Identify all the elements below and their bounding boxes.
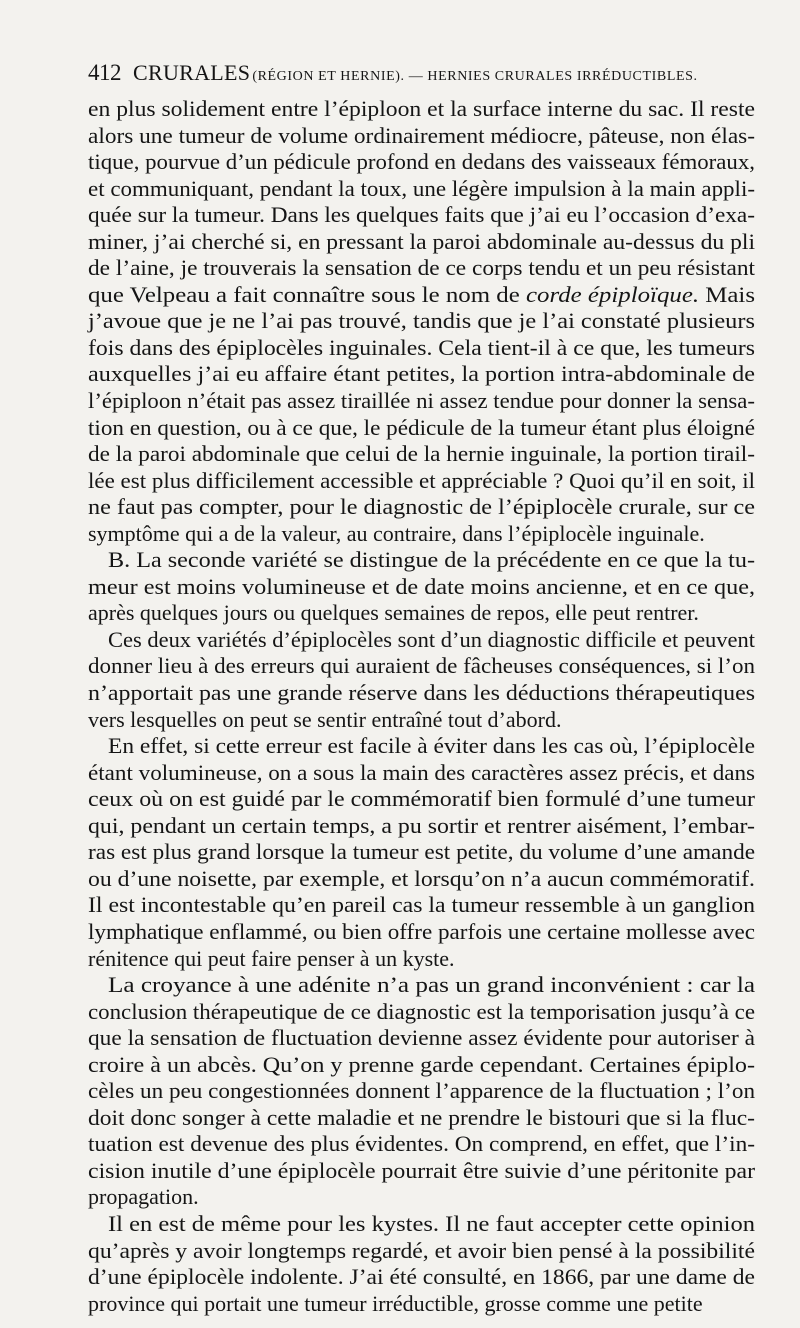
text-line-content: [88, 149, 755, 176]
text-line: [88, 574, 755, 601]
text-line-content: [88, 494, 755, 521]
text-line-content: [88, 1184, 199, 1211]
text-line-content: [88, 866, 755, 893]
text-line: [88, 1052, 755, 1079]
line-text: que la sensation de fluctuation devienne assez évidente pour autoriser à: [88, 1025, 755, 1051]
text-line-content: [88, 388, 755, 415]
text-line: [88, 468, 755, 495]
text-line: [88, 1105, 755, 1132]
text-line-content: [88, 707, 561, 734]
line-text: étant volumineuse, on a sous la main des caractères assez précis, et dans: [88, 759, 756, 785]
text-line-content: [88, 202, 755, 229]
text-line-content: [88, 521, 705, 548]
line-text: province qui portait une tumeur irréductible, grosse comme une petite: [88, 1290, 703, 1316]
line-text: d’une épiplocèle indolente. J’ai été consulté, en 1866, par une dame de: [88, 1264, 755, 1290]
text-line: [88, 600, 755, 627]
text-line: [88, 786, 755, 813]
text-line: [88, 760, 755, 787]
text-line-content: [88, 282, 755, 309]
text-line-content: [88, 441, 755, 468]
text-line: [88, 892, 755, 919]
text-line: [88, 202, 755, 229]
line-text: tique, pourvue d’un pédicule profond en dedans des vaisseaux fémoraux,: [88, 149, 756, 175]
text-line-content: [88, 335, 755, 362]
line-text: ras est plus grand lorsque la tumeur est petite, du volume d’une amande: [88, 839, 756, 865]
line-text: qu’après y avoir longtemps regardé, et avoir bien pensé à la possibilité: [88, 1237, 756, 1263]
text-line-content: [88, 653, 755, 680]
text-line: [88, 388, 755, 415]
line-text: ceux où on est guidé par le commémoratif bien formulé d’une tumeur: [88, 786, 755, 812]
text-line-content: [88, 308, 755, 335]
text-line: [88, 494, 755, 521]
line-text: B. La seconde variété se distingue de la précédente en ce que la tu-: [108, 547, 756, 573]
text-line: [88, 229, 755, 256]
line-text: miner, j’ai cherché si, en pressant la paroi abdominale au-dessus du pli: [88, 228, 756, 254]
text-line-content: [88, 255, 755, 282]
line-text-after: Mais: [699, 281, 756, 307]
line-text: symptôme qui a de la valeur, au contraire, dans l’épiplocèle inguinale.: [88, 520, 705, 546]
line-text: qui, pendant un certain temps, a pu sortir et rentrer aisément, l’embar-: [88, 812, 755, 838]
text-line-content: [108, 972, 755, 999]
text-line-content: [88, 999, 755, 1026]
text-line: [88, 1184, 755, 1211]
line-text: que Velpeau a fait connaître sous le nom de: [88, 281, 520, 307]
text-line-content: [88, 1291, 703, 1318]
text-line-content: [88, 123, 755, 150]
text-line: [88, 999, 755, 1026]
line-text: Il en est de même pour les kystes. Il ne faut accepter cette opinion: [108, 1210, 756, 1236]
text-line-content: [88, 786, 755, 813]
text-line: [88, 255, 755, 282]
text-line: [88, 1078, 755, 1105]
line-text: ou d’une noisette, par exemple, et lorsqu’on n’a aucun commémoratif.: [88, 865, 755, 891]
text-line-content: [88, 1052, 755, 1079]
line-text: de la paroi abdominale que celui de la hernie inguinale, la portion tirail-: [88, 441, 755, 467]
text-line: [88, 521, 755, 548]
line-text: conclusion thérapeutique de ce diagnostic est la temporisation jusqu’à ce: [88, 998, 756, 1024]
line-text: de l’aine, je trouverais la sensation de ce corps tendu et un peu résistant: [88, 255, 755, 281]
text-line: [88, 96, 755, 123]
text-line: [88, 1025, 755, 1052]
line-text: et communiquant, pendant la toux, une légère impulsion à la main appli-: [88, 175, 755, 201]
line-text: La croyance à une adénite n’a pas un grand inconvénient : car la: [108, 972, 756, 998]
text-line-content: [108, 1211, 755, 1238]
text-line-content: [88, 892, 755, 919]
running-subtitle: (RÉGION ET HERNIE). — HERNIES CRURALES IRRÉDUCTIBLES.: [252, 69, 698, 84]
line-text: tuation est devenue des plus évidentes. On comprend, en effet, que l’in-: [88, 1131, 756, 1157]
text-line-content: [88, 1078, 755, 1105]
text-line-content: [88, 1158, 755, 1185]
text-line-content: [88, 96, 755, 123]
text-line: [88, 813, 755, 840]
line-text: rénitence qui peut faire penser à un kyste.: [88, 945, 455, 971]
text-line: [88, 1264, 755, 1291]
line-text: En effet, si cette erreur est facile à éviter dans les cas où, l’épiplocèle: [108, 733, 756, 759]
line-text: alors une tumeur de volume ordinairement médiocre, pâteuse, non élas-: [88, 122, 756, 148]
text-line: [88, 1158, 755, 1185]
text-line: [88, 1211, 755, 1238]
text-line: [88, 1291, 755, 1318]
text-line: [88, 733, 755, 760]
text-line-content: [88, 574, 755, 601]
text-line-content: [88, 946, 455, 973]
text-line-content: [108, 733, 755, 760]
line-text: ne faut pas compter, pour le diagnostic de l’épiplocèle crurale, sur ce: [88, 494, 756, 520]
line-text: après quelques jours ou quelques semaines de repos, elle peut rentrer.: [88, 600, 699, 626]
text-line-content: [88, 600, 699, 627]
line-text: en plus solidement entre l’épiploon et la surface interne du sac. Il reste: [88, 96, 756, 121]
text-line-content: [88, 813, 755, 840]
page-number: 412: [88, 60, 121, 85]
line-text: auxquelles j’ai eu affaire étant petites, la portion intra-abdominale de: [88, 361, 755, 387]
line-text: j’avoue que je ne l’ai pas trouvé, tandis que je l’ai constaté plusieurs: [88, 308, 755, 334]
text-line: [88, 176, 755, 203]
text-line: [88, 1131, 755, 1158]
text-line: [88, 335, 755, 362]
text-line: [88, 123, 755, 150]
text-line-content: [88, 468, 755, 495]
running-title: CRURALES: [133, 60, 251, 85]
line-text: quée sur la tumeur. Dans les quelques faits que j’ai eu l’occasion d’exa-: [88, 202, 755, 228]
text-line: [88, 707, 755, 734]
text-line-content: [88, 1131, 755, 1158]
line-text: meur est moins volumineuse et de date moins ancienne, et en ce que,: [88, 573, 755, 599]
line-text: croire à un abcès. Qu’on y prenne garde cependant. Certaines épiplo-: [88, 1051, 755, 1077]
text-line-content: [108, 627, 755, 654]
text-line: [88, 866, 755, 893]
text-line-content: [88, 680, 755, 707]
text-line-content: [108, 547, 755, 574]
text-line-content: [88, 1238, 755, 1265]
line-text: vers lesquelles on peut se sentir entraîné tout d’abord.: [88, 706, 562, 732]
text-line: [88, 627, 755, 654]
line-text: lymphatique enflammé, ou bien offre parfois une certaine mollesse avec: [88, 918, 755, 944]
text-line-content: [88, 839, 755, 866]
line-text: fois dans des épiplocèles inguinales. Cela tient-il à ce que, les tumeurs: [88, 334, 755, 360]
running-header: [88, 60, 742, 90]
text-line: [88, 547, 755, 574]
text-line: [88, 149, 755, 176]
text-line-content: [88, 919, 755, 946]
line-text: cèles un peu congestionnées donnent l’apparence de la fluctuation ; l’on: [88, 1078, 756, 1104]
text-line: [88, 946, 755, 973]
text-line-content: [88, 1264, 755, 1291]
text-line: [88, 361, 755, 388]
text-line-content: [88, 361, 755, 388]
line-text: Ces deux variétés d’épiplocèles sont d’un diagnostic difficile et peuvent: [108, 626, 756, 652]
text-line-content: [88, 760, 755, 787]
text-line-content: [88, 176, 755, 203]
text-line-content: [88, 1105, 755, 1132]
text-line: [88, 441, 755, 468]
line-text: Il est incontestable qu’en pareil cas la tumeur ressemble à un ganglion: [88, 892, 755, 918]
line-text: doit donc songer à cette maladie et ne prendre le bistouri que si la fluc-: [88, 1104, 755, 1130]
line-text: cision inutile d’une épiplocèle pourrait être suivie d’une péritonite par: [88, 1157, 756, 1183]
line-text: donner lieu à des erreurs qui auraient de fâcheuses conséquences, si l’on: [88, 653, 756, 679]
line-text: tion en question, ou à ce que, le pédicule de la tumeur étant plus éloigné: [88, 414, 755, 440]
line-text: lée est plus difficilement accessible et appréciable ? Quoi qu’il en soit, il: [88, 467, 756, 493]
text-line-content: [88, 1025, 755, 1052]
text-line: [88, 680, 755, 707]
text-line-content: [88, 415, 755, 442]
text-line: [88, 839, 755, 866]
text-line: [88, 919, 755, 946]
text-line: [88, 308, 755, 335]
line-text: propagation.: [88, 1184, 199, 1210]
text-line: [88, 1238, 755, 1265]
body-text: [88, 96, 755, 1317]
line-text: l’épiploon n’était pas assez tiraillée ni assez tendue pour donner la sensa-: [88, 388, 755, 414]
text-line: [88, 415, 755, 442]
italic-term: corde épiploïque.: [525, 281, 700, 307]
line-text: n’apportait pas une grande réserve dans les déductions thérapeutiques: [88, 680, 756, 706]
text-line: [88, 653, 755, 680]
text-line: [88, 972, 755, 999]
text-line: [88, 282, 755, 309]
text-line-content: [88, 229, 755, 256]
